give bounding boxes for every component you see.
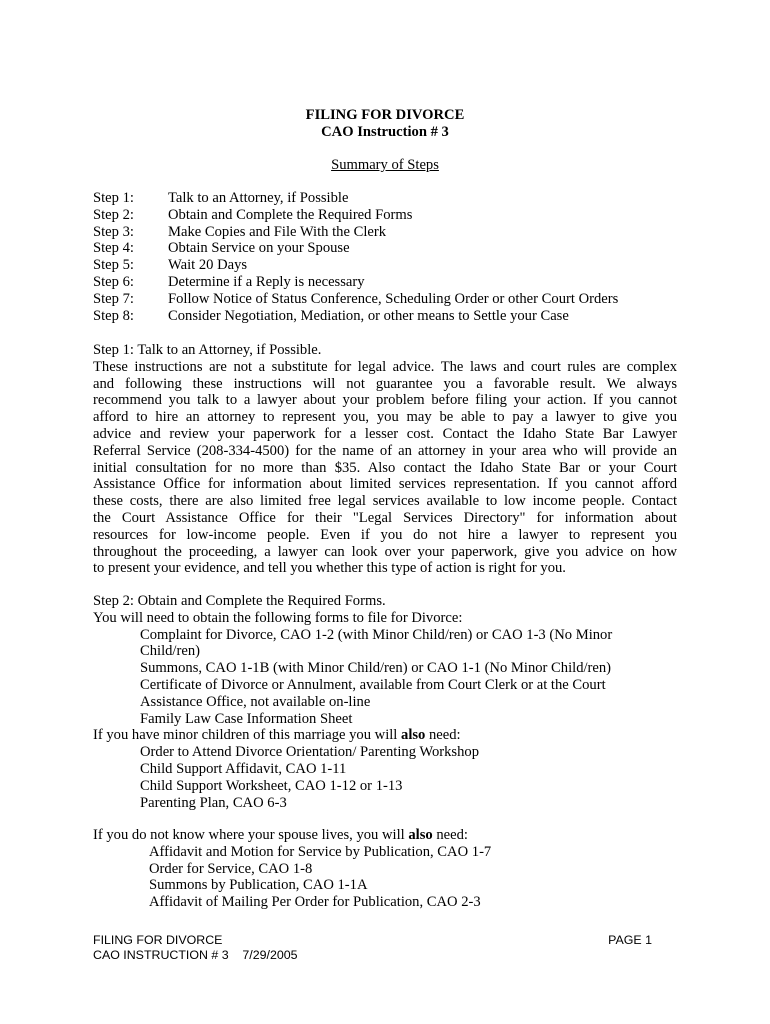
paragraph-line: Referral Service (208-334-4500) for the name of an attorney in your area who will provide an bbox=[93, 442, 677, 459]
step-text: Determine if a Reply is necessary bbox=[168, 273, 365, 290]
footer-instruction-date: CAO INSTRUCTION # 3 7/29/2005 bbox=[93, 948, 298, 962]
step-number: Step 7: bbox=[93, 290, 134, 307]
section-heading: Step 1: Talk to an Attorney, if Possible. bbox=[93, 342, 322, 358]
paragraph-line: and following these instructions will not guarantee you a favorable result. We always bbox=[93, 375, 677, 392]
step-text: Make Copies and File With the Clerk bbox=[168, 223, 387, 240]
list-item bbox=[93, 240, 618, 257]
step-text: Talk to an Attorney, if Possible bbox=[168, 190, 349, 206]
form-item: Family Law Case Information Sheet bbox=[140, 710, 353, 727]
form-item: Summons, CAO 1-1B (with Minor Child/ren) or CAO 1-1 (No Minor Child/ren) bbox=[140, 660, 612, 677]
document-title: FILING FOR DIVORCE bbox=[305, 107, 465, 123]
form-item: Complaint for Divorce, CAO 1-2 (with Minor Child/ren) or CAO 1-3 (No Minor bbox=[140, 626, 613, 643]
page-number: PAGE 1 bbox=[608, 933, 652, 947]
step-number: Step 3: bbox=[93, 223, 134, 240]
step-number: Step 8: bbox=[93, 307, 134, 324]
list-item bbox=[93, 308, 618, 325]
paragraph-line: the Court Assistance Office for their "Legal Services Directory" for information about bbox=[93, 509, 677, 526]
intro-text: need: bbox=[425, 727, 461, 744]
section-heading: Step 2: Obtain and Complete the Required Forms. bbox=[93, 593, 386, 609]
summary-heading: Summary of Steps bbox=[331, 157, 439, 173]
form-item: Child/ren) bbox=[140, 643, 200, 660]
footer-left bbox=[93, 933, 298, 963]
paragraph-line: recommend you talk to a lawyer about your problem before filing your action. If you cannot bbox=[93, 392, 677, 409]
list-item bbox=[93, 291, 618, 308]
list-item bbox=[93, 190, 618, 207]
section-step-1 bbox=[93, 342, 677, 577]
form-item: Certificate of Divorce or Annulment, available from Court Clerk or at the Court bbox=[140, 676, 606, 693]
paragraph-line: initial consultation for no more than $35. Also contact the Idaho State Bar or your Court bbox=[93, 459, 677, 476]
paragraph-line: advice and review your paperwork for a lesser cost. Contact the Idaho State Bar Lawyer bbox=[93, 425, 677, 442]
intro-text: need: bbox=[432, 827, 468, 843]
step-text: Obtain Service on your Spouse bbox=[168, 240, 350, 257]
section-step-2 bbox=[93, 593, 677, 811]
paragraph-line: to present your evidence, and tell you whether this type of action is right for you. bbox=[93, 560, 566, 577]
form-item: Child Support Affidavit, CAO 1-11 bbox=[140, 760, 347, 777]
intro-text: If you have minor children of this marriage you will bbox=[93, 727, 402, 744]
steps-list bbox=[93, 190, 618, 324]
form-item: Assistance Office, not available on-line bbox=[140, 693, 371, 710]
section-intro: You will need to obtain the following forms to file for Divorce: bbox=[93, 609, 463, 626]
form-item: Child Support Worksheet, CAO 1-12 or 1-13 bbox=[140, 777, 403, 794]
paragraph-line: afford to hire an attorney to represent you, you may be able to pay a lawyer to give you bbox=[93, 409, 677, 426]
unknown-spouse-intro bbox=[93, 827, 677, 844]
section-unknown-spouse bbox=[93, 827, 677, 911]
paragraph-line: resources for low-income people. Even if you do not hire a lawyer to represent you bbox=[93, 526, 677, 543]
step-number: Step 1: bbox=[93, 190, 134, 206]
list-item bbox=[93, 257, 618, 274]
form-item: Order to Attend Divorce Orientation/ Parenting Workshop bbox=[140, 744, 480, 761]
paragraph-line: These instructions are not a substitute for legal advice. The laws and court rules are complex bbox=[93, 358, 677, 375]
document-subtitle: CAO Instruction # 3 bbox=[321, 124, 449, 140]
step-number: Step 6: bbox=[93, 273, 134, 290]
step-text: Consider Negotiation, Mediation, or other means to Settle your Case bbox=[168, 307, 569, 324]
paragraph-line: these costs, there are also limited free legal services available to low income people. Contact bbox=[93, 493, 677, 510]
list-item bbox=[93, 207, 618, 224]
form-item: Parenting Plan, CAO 6-3 bbox=[140, 794, 287, 811]
emphasis-also: also bbox=[401, 727, 426, 744]
step-text: Follow Notice of Status Conference, Scheduling Order or other Court Orders bbox=[168, 290, 619, 307]
list-item bbox=[93, 224, 618, 241]
step-number: Step 2: bbox=[93, 206, 134, 223]
list-item bbox=[93, 274, 618, 291]
paragraph-line: Assistance Office for information about limited services representation. If you cannot afford bbox=[93, 476, 677, 493]
step-text: Wait 20 Days bbox=[168, 257, 248, 274]
intro-text: If you do not know where your spouse lives, you will bbox=[93, 827, 409, 843]
form-item: Affidavit and Motion for Service by Publication, CAO 1-7 bbox=[149, 843, 492, 860]
paragraph-line: throughout the proceeding, a lawyer can look over your paperwork, give you advice on how bbox=[93, 543, 677, 560]
emphasis-also: also bbox=[408, 827, 433, 843]
step-text: Obtain and Complete the Required Forms bbox=[168, 206, 413, 223]
form-item: Summons by Publication, CAO 1-1A bbox=[149, 877, 368, 894]
footer-title: FILING FOR DIVORCE bbox=[93, 933, 223, 947]
form-item: Affidavit of Mailing Per Order for Publication, CAO 2-3 bbox=[149, 894, 481, 911]
minor-children-intro bbox=[93, 727, 677, 744]
step-number: Step 5: bbox=[93, 257, 134, 274]
step-number: Step 4: bbox=[93, 240, 134, 257]
form-item: Order for Service, CAO 1-8 bbox=[149, 860, 313, 877]
